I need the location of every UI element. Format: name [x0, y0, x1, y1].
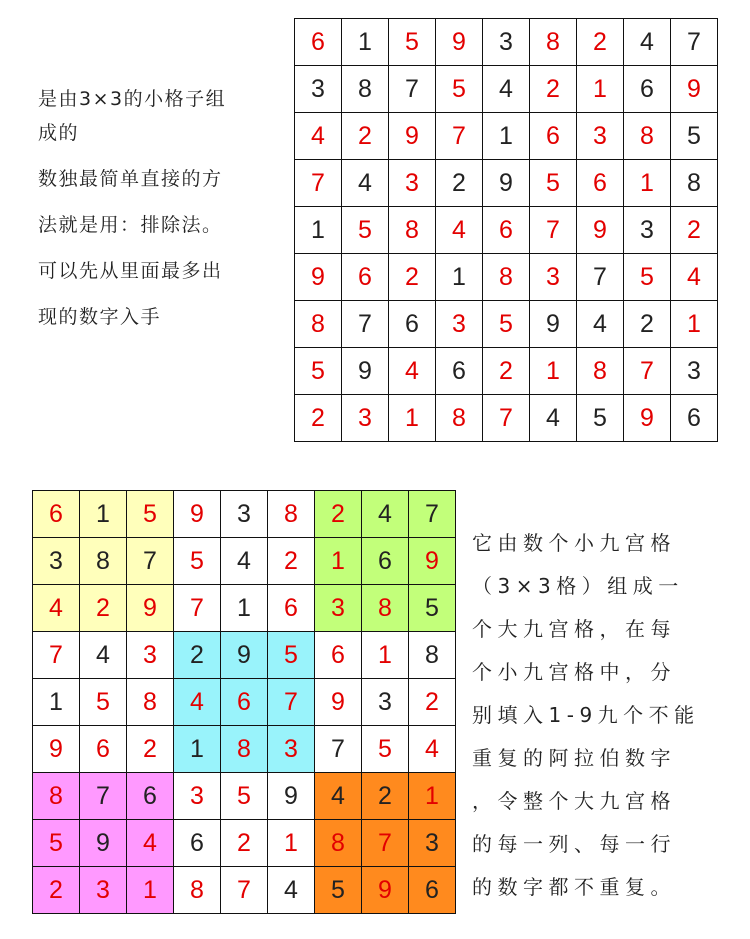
- sudoku-cell: 4: [315, 773, 362, 820]
- sudoku-cell: 9: [362, 867, 409, 914]
- sudoku-cell: 3: [127, 632, 174, 679]
- sudoku-cell: 9: [624, 395, 671, 442]
- sudoku-cell: 7: [671, 19, 718, 66]
- sudoku-cell: 7: [436, 113, 483, 160]
- sudoku-cell: 1: [671, 301, 718, 348]
- sudoku-cell: 7: [174, 585, 221, 632]
- sudoku-cell: 4: [295, 113, 342, 160]
- sudoku-cell: 2: [530, 66, 577, 113]
- sudoku-cell: 6: [577, 160, 624, 207]
- sudoku-cell: 8: [33, 773, 80, 820]
- sudoku-cell: 6: [33, 491, 80, 538]
- sudoku-cell: 4: [436, 207, 483, 254]
- sudoku-cell: 4: [221, 538, 268, 585]
- text-line: 的每一列、每一行: [472, 832, 676, 856]
- sudoku-cell: 4: [530, 395, 577, 442]
- sudoku-cell: 5: [295, 348, 342, 395]
- sudoku-grid-plain: [294, 18, 718, 442]
- text-line: 可以先从里面最多出: [38, 260, 223, 282]
- sudoku-cell: 8: [221, 726, 268, 773]
- sudoku-cell: 9: [483, 160, 530, 207]
- text-line: 重复的阿拉伯数字: [472, 746, 676, 770]
- sudoku-cell: 9: [389, 113, 436, 160]
- left-explanation: [38, 84, 226, 348]
- text-line: （3×3格）组成一: [472, 574, 684, 598]
- sudoku-cell: 7: [362, 820, 409, 867]
- sudoku-cell: 2: [624, 301, 671, 348]
- sudoku-cell: 9: [409, 538, 456, 585]
- sudoku-cell: 8: [295, 301, 342, 348]
- sudoku-cell: 1: [389, 395, 436, 442]
- sudoku-cell: 9: [315, 679, 362, 726]
- sudoku-cell: 2: [174, 632, 221, 679]
- sudoku-cell: 1: [33, 679, 80, 726]
- sudoku-cell: 6: [389, 301, 436, 348]
- text-line: 的数字都不重复。: [472, 875, 676, 899]
- sudoku-cell: 4: [409, 726, 456, 773]
- sudoku-cell: 9: [33, 726, 80, 773]
- sudoku-cell: 6: [409, 867, 456, 914]
- sudoku-cell: 4: [80, 632, 127, 679]
- sudoku-cell: 7: [389, 66, 436, 113]
- sudoku-cell: 1: [80, 491, 127, 538]
- sudoku-cell: 1: [127, 867, 174, 914]
- sudoku-cell: 8: [483, 254, 530, 301]
- sudoku-cell: 3: [483, 19, 530, 66]
- sudoku-cell: 3: [530, 254, 577, 301]
- sudoku-cell: 7: [80, 773, 127, 820]
- sudoku-cell: 1: [174, 726, 221, 773]
- sudoku-cell: 6: [530, 113, 577, 160]
- sudoku-cell: 6: [127, 773, 174, 820]
- right-explanation: [472, 528, 700, 915]
- sudoku-cell: 9: [436, 19, 483, 66]
- sudoku-cell: 2: [33, 867, 80, 914]
- sudoku-cell: 1: [268, 820, 315, 867]
- sudoku-cell: 5: [33, 820, 80, 867]
- sudoku-cell: 6: [624, 66, 671, 113]
- sudoku-cell: 1: [530, 348, 577, 395]
- sudoku-cell: 5: [362, 726, 409, 773]
- sudoku-cell: 5: [389, 19, 436, 66]
- sudoku-cell: 2: [127, 726, 174, 773]
- sudoku-cell: 2: [362, 773, 409, 820]
- text-line: 是由3×3的小格子组: [38, 88, 227, 110]
- sudoku-cell: 3: [362, 679, 409, 726]
- sudoku-cell: 6: [221, 679, 268, 726]
- sudoku-cell: 3: [342, 395, 389, 442]
- sudoku-cell: 3: [409, 820, 456, 867]
- sudoku-cell: 3: [80, 867, 127, 914]
- sudoku-cell: 1: [577, 66, 624, 113]
- sudoku-cell: 8: [389, 207, 436, 254]
- sudoku-cell: 9: [671, 66, 718, 113]
- sudoku-cell: 3: [268, 726, 315, 773]
- sudoku-cell: 8: [127, 679, 174, 726]
- sudoku-cell: 6: [362, 538, 409, 585]
- sudoku-cell: 2: [409, 679, 456, 726]
- sudoku-cell: 9: [174, 491, 221, 538]
- sudoku-cell: 8: [362, 585, 409, 632]
- sudoku-cell: 9: [127, 585, 174, 632]
- sudoku-cell: 4: [577, 301, 624, 348]
- sudoku-cell: 9: [221, 632, 268, 679]
- sudoku-cell: 6: [483, 207, 530, 254]
- sudoku-cell: 4: [362, 491, 409, 538]
- sudoku-cell: 4: [33, 585, 80, 632]
- sudoku-cell: 5: [624, 254, 671, 301]
- sudoku-cell: 5: [221, 773, 268, 820]
- sudoku-grid-highlighted: [32, 490, 456, 914]
- sudoku-cell: 8: [577, 348, 624, 395]
- sudoku-cell: 7: [127, 538, 174, 585]
- sudoku-cell: 1: [436, 254, 483, 301]
- sudoku-cell: 7: [315, 726, 362, 773]
- sudoku-cell: 5: [342, 207, 389, 254]
- sudoku-cell: 5: [671, 113, 718, 160]
- sudoku-cell: 8: [268, 491, 315, 538]
- sudoku-cell: 9: [295, 254, 342, 301]
- sudoku-cell: 6: [174, 820, 221, 867]
- sudoku-cell: 7: [295, 160, 342, 207]
- sudoku-cell: 3: [624, 207, 671, 254]
- sudoku-cell: 7: [33, 632, 80, 679]
- sudoku-cell: 3: [174, 773, 221, 820]
- sudoku-cell: 3: [221, 491, 268, 538]
- sudoku-cell: 5: [268, 632, 315, 679]
- sudoku-cell: 5: [577, 395, 624, 442]
- sudoku-cell: 1: [483, 113, 530, 160]
- sudoku-cell: 3: [315, 585, 362, 632]
- sudoku-cell: 4: [268, 867, 315, 914]
- text-line: 它由数个小九宫格: [472, 531, 676, 555]
- sudoku-cell: 8: [436, 395, 483, 442]
- text-line: 现的数字入手: [38, 306, 162, 328]
- sudoku-cell: 7: [483, 395, 530, 442]
- sudoku-cell: 5: [315, 867, 362, 914]
- sudoku-cell: 5: [174, 538, 221, 585]
- sudoku-cell: 7: [624, 348, 671, 395]
- sudoku-cell: 2: [221, 820, 268, 867]
- sudoku-cell: 6: [80, 726, 127, 773]
- sudoku-cell: 6: [268, 585, 315, 632]
- sudoku-cell: 8: [409, 632, 456, 679]
- sudoku-cell: 4: [671, 254, 718, 301]
- sudoku-cell: 8: [342, 66, 389, 113]
- sudoku-cell: 3: [577, 113, 624, 160]
- sudoku-cell: 9: [80, 820, 127, 867]
- sudoku-cell: 9: [530, 301, 577, 348]
- sudoku-cell: 5: [409, 585, 456, 632]
- sudoku-cell: 4: [127, 820, 174, 867]
- sudoku-cell: 6: [295, 19, 342, 66]
- sudoku-cell: 9: [342, 348, 389, 395]
- sudoku-cell: 7: [577, 254, 624, 301]
- sudoku-cell: 5: [80, 679, 127, 726]
- sudoku-cell: 8: [80, 538, 127, 585]
- sudoku-cell: 5: [530, 160, 577, 207]
- sudoku-cell: 1: [221, 585, 268, 632]
- sudoku-cell: 2: [577, 19, 624, 66]
- sudoku-cell: 6: [315, 632, 362, 679]
- sudoku-cell: 4: [342, 160, 389, 207]
- sudoku-cell: 7: [342, 301, 389, 348]
- sudoku-cell: 2: [389, 254, 436, 301]
- sudoku-cell: 5: [436, 66, 483, 113]
- sudoku-cell: 2: [342, 113, 389, 160]
- sudoku-cell: 8: [530, 19, 577, 66]
- text-line: 数独最简单直接的方: [38, 168, 223, 190]
- sudoku-cell: 9: [268, 773, 315, 820]
- sudoku-cell: 3: [389, 160, 436, 207]
- sudoku-cell: 6: [342, 254, 389, 301]
- sudoku-cell: 3: [33, 538, 80, 585]
- sudoku-cell: 8: [315, 820, 362, 867]
- sudoku-cell: 3: [436, 301, 483, 348]
- sudoku-cell: 7: [409, 491, 456, 538]
- sudoku-cell: 9: [577, 207, 624, 254]
- sudoku-cell: 7: [530, 207, 577, 254]
- text-line: 个大九宫格，在每: [472, 617, 676, 641]
- sudoku-cell: 3: [671, 348, 718, 395]
- sudoku-cell: 1: [409, 773, 456, 820]
- sudoku-cell: 7: [221, 867, 268, 914]
- sudoku-cell: 2: [315, 491, 362, 538]
- sudoku-cell: 1: [295, 207, 342, 254]
- text-line: ，令整个大九宫格: [472, 789, 676, 813]
- text-line: 别填入1-9九个不能: [472, 703, 700, 727]
- sudoku-cell: 4: [389, 348, 436, 395]
- sudoku-cell: 2: [80, 585, 127, 632]
- sudoku-cell: 4: [624, 19, 671, 66]
- sudoku-cell: 5: [127, 491, 174, 538]
- sudoku-cell: 7: [268, 679, 315, 726]
- sudoku-cell: 2: [483, 348, 530, 395]
- sudoku-cell: 6: [671, 395, 718, 442]
- text-line: 个小九宫格中，分: [472, 660, 676, 684]
- sudoku-cell: 1: [315, 538, 362, 585]
- sudoku-cell: 2: [268, 538, 315, 585]
- text-line: 成的: [38, 122, 80, 144]
- sudoku-cell: 1: [362, 632, 409, 679]
- sudoku-cell: 2: [671, 207, 718, 254]
- sudoku-cell: 6: [436, 348, 483, 395]
- text-line: 法就是用：排除法。: [38, 214, 223, 236]
- sudoku-cell: 4: [483, 66, 530, 113]
- sudoku-cell: 2: [295, 395, 342, 442]
- sudoku-cell: 8: [174, 867, 221, 914]
- sudoku-cell: 8: [671, 160, 718, 207]
- sudoku-cell: 5: [483, 301, 530, 348]
- sudoku-cell: 2: [436, 160, 483, 207]
- sudoku-cell: 1: [624, 160, 671, 207]
- sudoku-cell: 1: [342, 19, 389, 66]
- sudoku-cell: 3: [295, 66, 342, 113]
- sudoku-cell: 8: [624, 113, 671, 160]
- sudoku-cell: 4: [174, 679, 221, 726]
